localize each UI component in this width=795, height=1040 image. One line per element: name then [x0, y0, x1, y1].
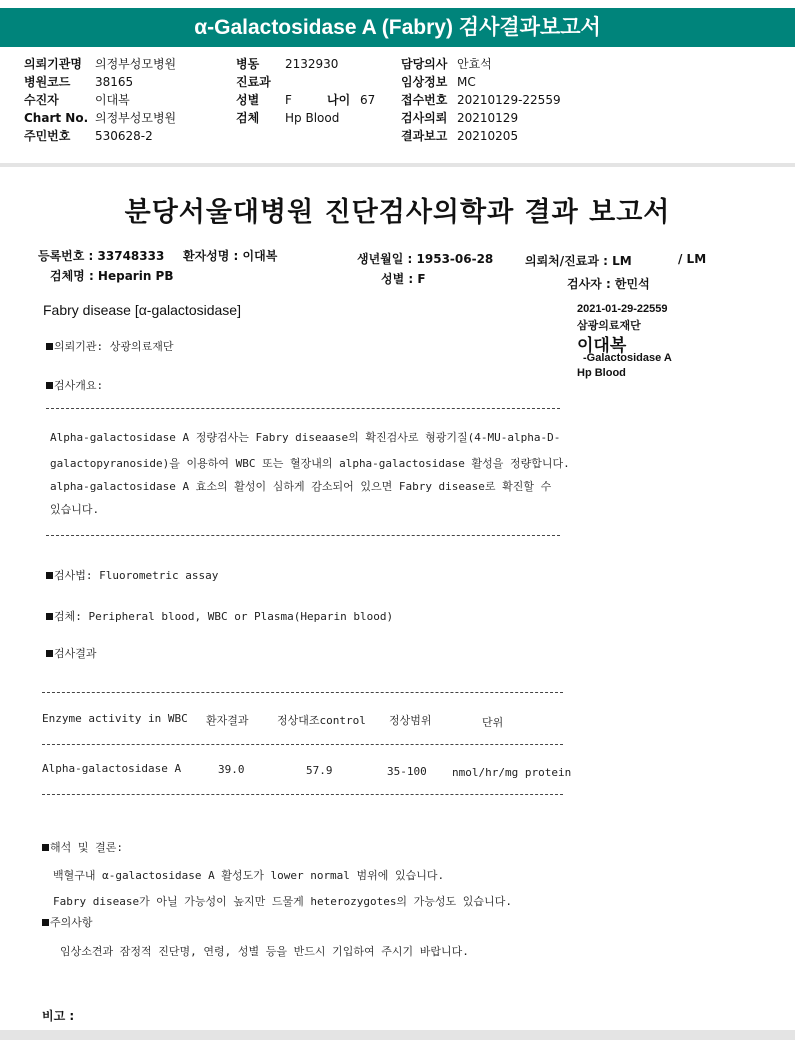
header-column-3 — [401, 55, 561, 145]
dashed-divider — [46, 535, 560, 536]
report-title-bar — [0, 8, 795, 47]
age-value: 67 — [360, 93, 376, 107]
patient-dept: 의뢰처/진료과 : LM — [525, 254, 632, 268]
method-line — [46, 567, 218, 583]
header-label: 진료과 — [236, 75, 271, 89]
overview-line: alpha-galactosidase A 효소의 활성이 심하게 감소되어 있으면 Fabry disease로 확진할 수 — [50, 480, 552, 493]
header-value: 의정부성모병원 — [95, 57, 177, 71]
specimen-line — [46, 608, 393, 624]
header-column-2 — [236, 55, 375, 127]
header-value: 38165 — [95, 75, 134, 89]
stamp-test: -Galactosidase A — [583, 352, 672, 364]
institution-line — [46, 338, 174, 354]
caution-label: 주의사항 — [50, 916, 93, 929]
header-label: 주민번호 — [24, 129, 71, 143]
stamp-patient-name: 이대복 — [577, 336, 627, 355]
patient-name: 환자성명 : 이대복 — [183, 249, 278, 263]
header-label: 병원코드 — [24, 75, 71, 89]
header-label: 성별 — [236, 93, 260, 107]
document-title: 분당서울대병원 진단검사의학과 결과 보고서 — [124, 197, 671, 228]
table-header-enzyme: Enzyme activity in WBC — [42, 712, 188, 725]
overview-label: 검사개요: — [54, 379, 104, 392]
stamp-institution: 삼광의료재단 — [577, 320, 641, 332]
dashed-divider — [42, 744, 563, 745]
table-header-range: 정상범위 — [389, 714, 432, 727]
header-value: 2132930 — [285, 57, 339, 71]
caution-line: 임상소견과 잠정적 진단명, 연령, 성별 등을 반드시 기입하여 주시기 바랍니다. — [60, 945, 469, 958]
table-header-unit: 단위 — [482, 716, 504, 729]
overview-line: Alpha-galactosidase A 정량검사는 Fabry diseaase의 확진검사로 형광기질(4-MU-alpha-D- — [50, 431, 561, 444]
interpretation-line: Fabry disease가 아닐 가능성이 높지만 드물게 heterozygotes의 가능성도 있습니다. — [53, 895, 512, 908]
overview-heading — [46, 377, 103, 393]
stamp-specimen: Hp Blood — [577, 367, 626, 379]
overview-line: 있습니다. — [50, 503, 100, 516]
header-value: MC — [457, 75, 476, 89]
overview-line: galactopyranoside)을 이용하여 WBC 또는 혈장내의 alpha-galactosidase 활성을 정량합니다. — [50, 457, 570, 470]
age-label: 나이 — [327, 93, 351, 107]
header-value: 20210129-22559 — [457, 93, 561, 107]
patient-reg-no: 등록번호 : 33748333 — [38, 249, 165, 263]
header-value: 20210129 — [457, 111, 519, 125]
header-label: 병동 — [236, 57, 260, 71]
patient-tester: 검사자 : 한민석 — [567, 277, 650, 291]
report-title: α-Galactosidase A (Fabry) 검사결과보고서 — [194, 16, 601, 39]
header-value: 20210205 — [457, 129, 519, 143]
table-header-control: 정상대조control — [277, 714, 366, 727]
header-value: 이대복 — [95, 93, 130, 107]
dashed-divider — [42, 794, 563, 795]
header-value: 안효석 — [457, 57, 492, 71]
remark-label: 비고 : — [42, 1009, 75, 1023]
header-value: 530628-2 — [95, 129, 153, 143]
header-label: Chart No. — [24, 111, 89, 125]
header-label: 검사의뢰 — [401, 111, 448, 125]
section-title: Fabry disease [α-galactosidase] — [43, 302, 241, 318]
header-label: 담당의사 — [401, 57, 448, 71]
patient-birth: 생년월일 : 1953-06-28 — [357, 252, 494, 266]
header-label: 수진자 — [24, 93, 59, 107]
bottom-bar — [0, 1030, 795, 1040]
patient-sex: 성별 : F — [381, 272, 426, 286]
table-header-patient: 환자결과 — [206, 714, 249, 727]
header-value: F — [285, 93, 292, 107]
header-label: 결과보고 — [401, 129, 448, 143]
header-label: 검체 — [236, 111, 260, 125]
header-label: 임상정보 — [401, 75, 448, 89]
header-label: 접수번호 — [401, 93, 448, 107]
table-cell-patient-result: 39.0 — [218, 763, 245, 776]
table-cell-control: 57.9 — [306, 764, 333, 777]
caution-heading — [42, 914, 93, 930]
header-value: 의정부성모병원 — [95, 111, 177, 125]
header-column-1 — [24, 55, 176, 145]
dashed-divider — [46, 408, 560, 409]
table-cell-unit: nmol/hr/mg protein — [452, 766, 572, 779]
patient-dept-2: / LM — [678, 252, 707, 266]
header-value: Hp Blood — [285, 111, 340, 125]
specimen-text: 검체: Peripheral blood, WBC or Plasma(Heparin blood) — [54, 610, 394, 623]
interpretation-label: 해석 및 결론: — [50, 841, 123, 854]
result-label: 검사결과 — [54, 647, 97, 660]
patient-specimen: 검체명 : Heparin PB — [50, 269, 174, 283]
dashed-divider — [42, 692, 563, 693]
method-text: 검사법: Fluorometric assay — [54, 569, 219, 582]
institution-text: 의뢰기관: 상광의료재단 — [54, 340, 174, 353]
interpretation-heading — [42, 839, 123, 855]
stamp-receipt-no: 2021-01-29-22559 — [577, 303, 668, 315]
header-label: 의뢰기관명 — [24, 57, 82, 71]
result-heading — [46, 645, 97, 661]
table-cell-enzyme: Alpha-galactosidase A — [42, 762, 182, 775]
interpretation-line: 백혈구내 α-galactosidase A 활성도가 lower normal 범위에 있습니다. — [53, 869, 445, 882]
table-cell-range: 35-100 — [387, 765, 427, 778]
